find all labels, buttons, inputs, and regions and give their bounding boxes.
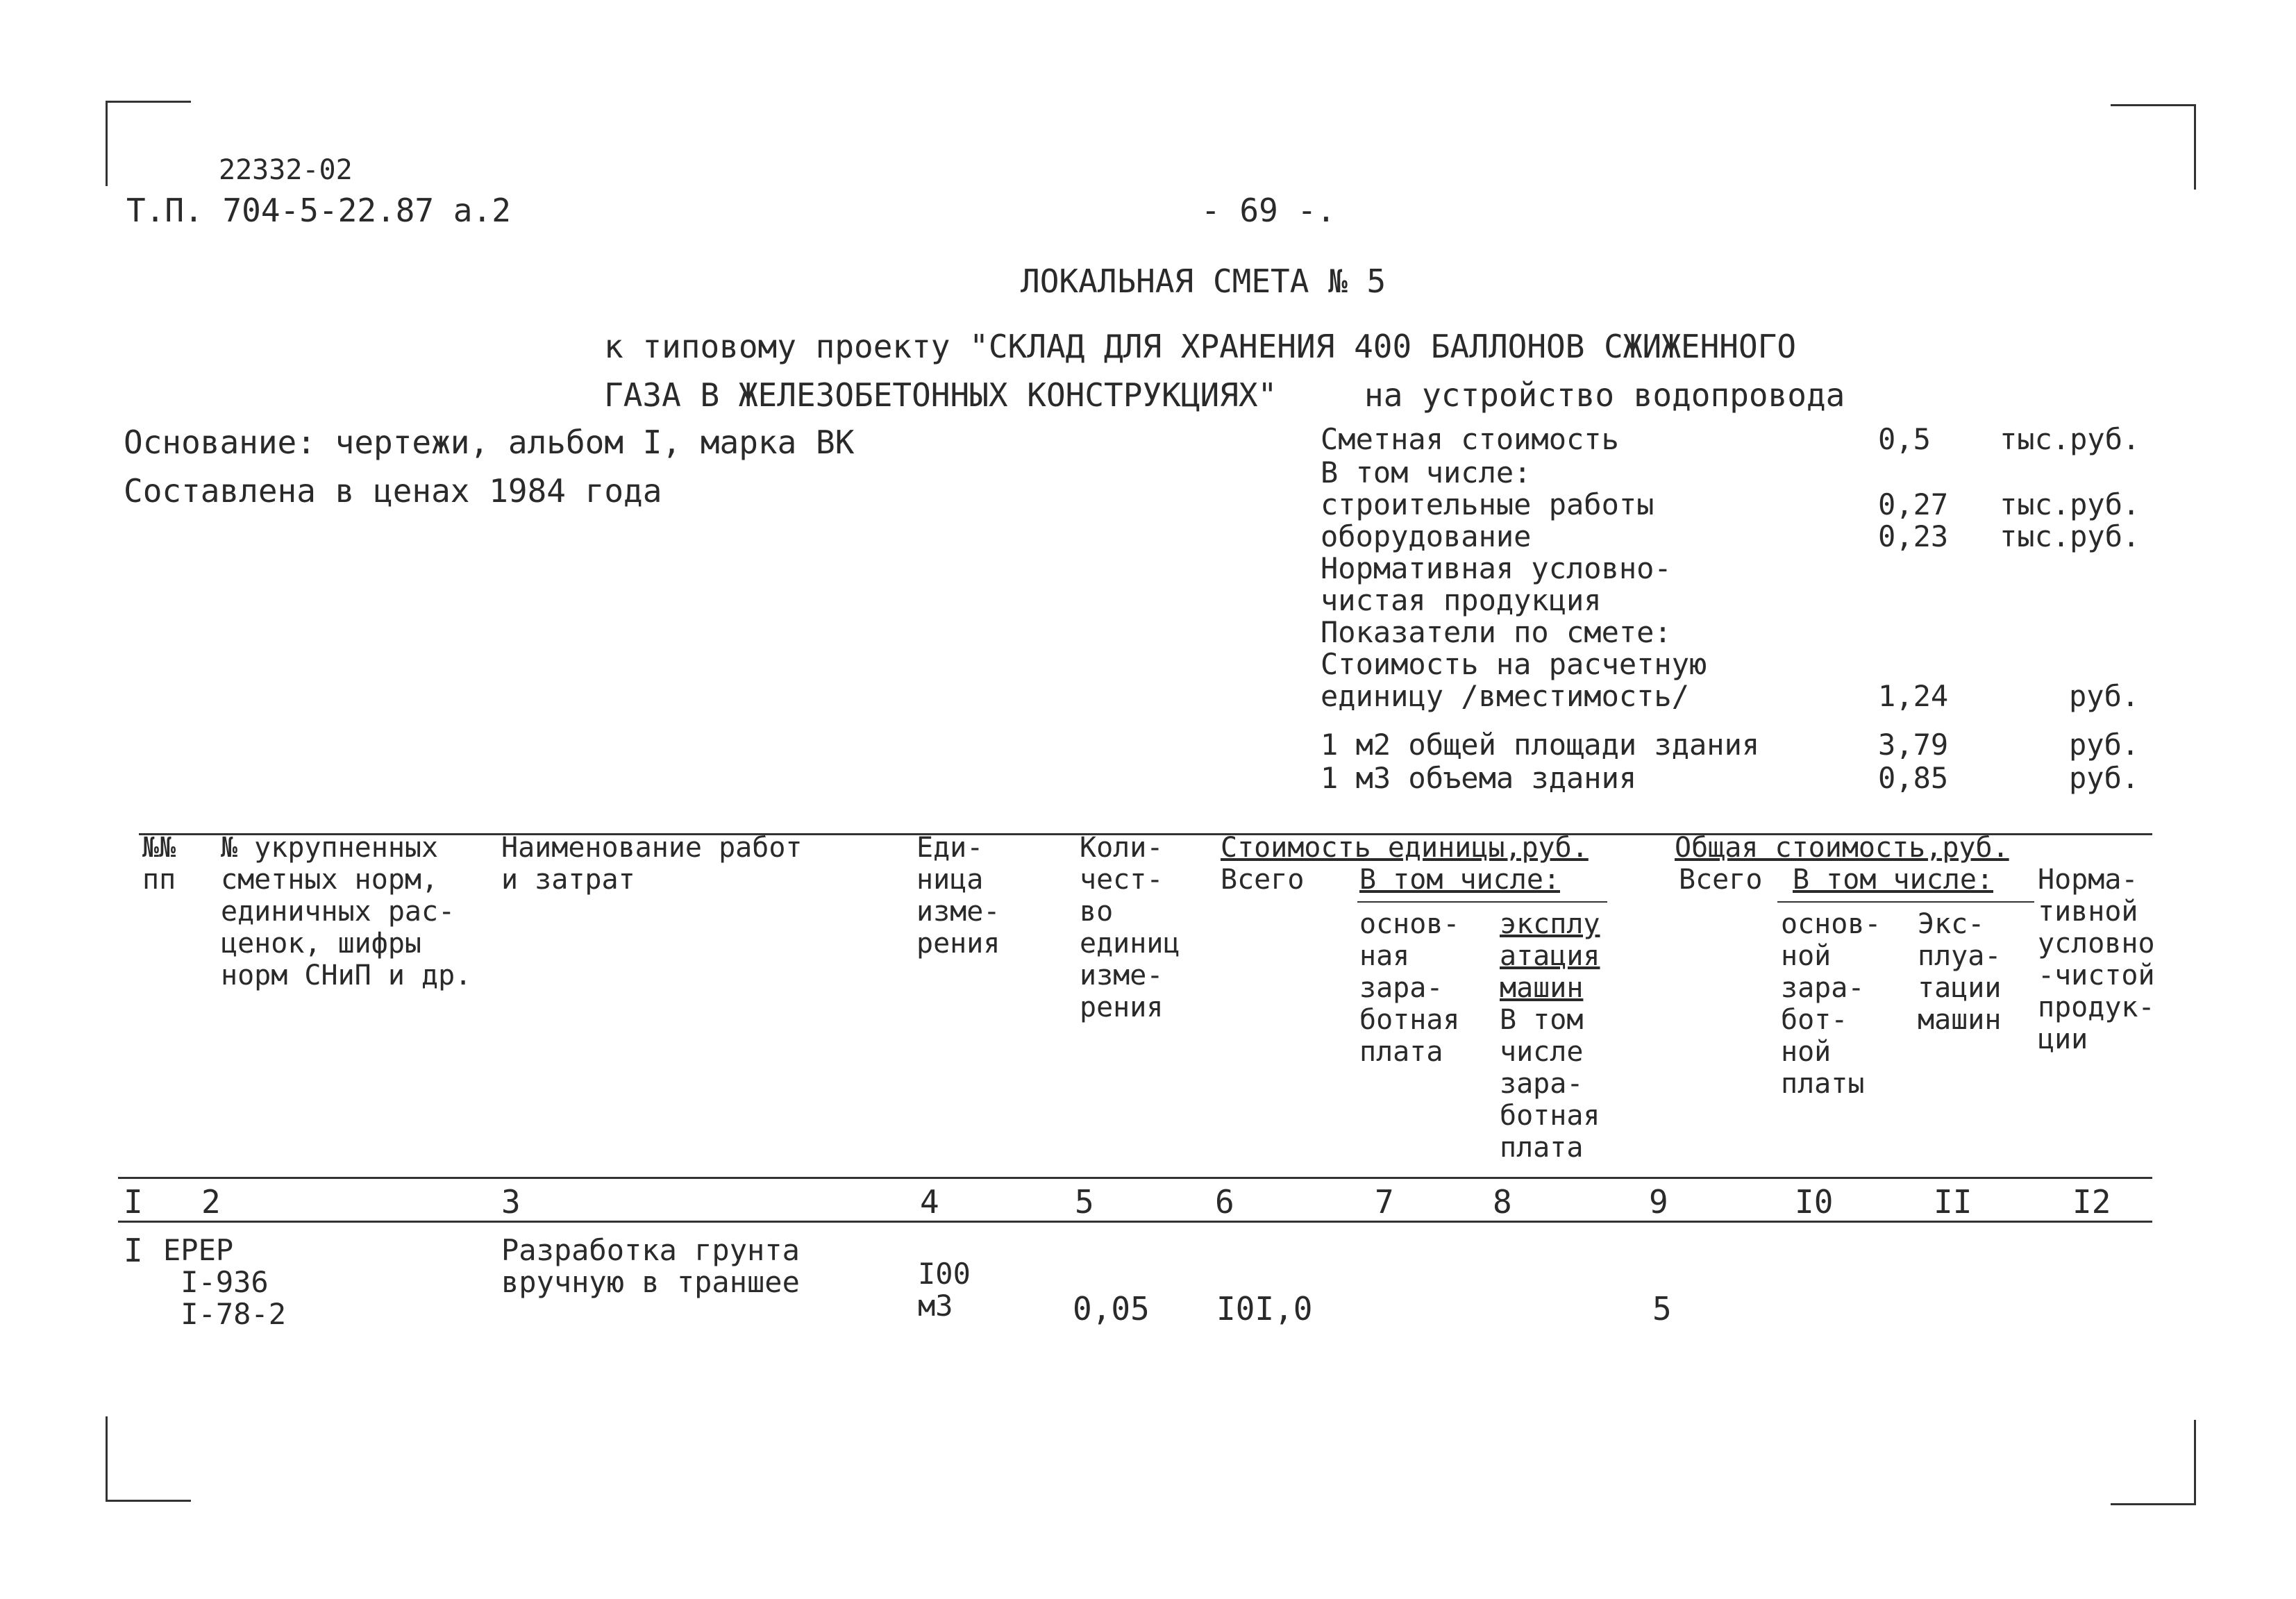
header-norm-code: № укрупненных сметных норм, единичных рас- ценок, шифры норм СНиП и др. (221, 832, 472, 991)
summary-unit: руб. (2069, 679, 2140, 713)
row-unit-total: I0I,0 (1216, 1290, 1313, 1328)
header-total-cost: Общая стоимость,руб. (1675, 832, 2009, 864)
column-number: I2 (2072, 1183, 2111, 1221)
tp-reference: Т.П. 704-5-22.87 а.2 (126, 192, 511, 229)
row-number: I (124, 1232, 143, 1269)
summary-label: оборудование (1321, 519, 1532, 553)
summary-unit: тыс.руб. (2000, 422, 2140, 456)
estimate-title: ЛОКАЛЬНАЯ СМЕТА № 5 (1021, 262, 1386, 300)
header-unit-machine-wage: В том числе зара- ботная плата (1500, 1004, 1600, 1164)
header-unit: Еди- ница изме- рения (916, 832, 1000, 960)
subtitle-line-2b: на устройство водопровода (1364, 376, 1845, 414)
summary-unit: тыс.руб. (2000, 487, 2140, 521)
header-bottom-rule (118, 1177, 2152, 1179)
header-unit-including: В том числе: (1359, 864, 1560, 896)
summary-value: 0,5 (1878, 422, 1931, 456)
summary-unit: руб. (2069, 728, 2140, 762)
header-total-sum: Всего (1679, 864, 1763, 896)
corner-mark-top-right (2111, 104, 2196, 190)
corner-mark-top-left (106, 101, 191, 186)
summary-label: чистая продукция (1321, 583, 1602, 617)
column-number: 7 (1375, 1183, 1394, 1221)
summary-value: 1,24 (1878, 679, 1949, 713)
summary-value: 0,23 (1878, 519, 1949, 553)
header-total-wage: основ- ной зара- бот- ной платы (1781, 908, 1882, 1100)
summary-label: В том числе: (1321, 455, 1532, 489)
subtitle-line-1: к типовому проекту "СКЛАД ДЛЯ ХРАНЕНИЯ 400 БАЛЛОНОВ СЖИЖЕННОГО (604, 328, 1797, 365)
row-unit: I00 м3 (918, 1257, 971, 1323)
summary-value: 0,85 (1878, 761, 1949, 795)
subtitle-line-2: ГАЗА В ЖЕЛЕЗОБЕТОННЫХ КОНСТРУКЦИЯХ" (604, 376, 1277, 414)
column-number: II (1934, 1183, 1972, 1221)
summary-label: единицу /вместимость/ (1321, 679, 1690, 713)
header-sub-rule-1 (1357, 901, 1607, 903)
summary-label: 1 м2 общей площади здания (1321, 728, 1760, 762)
header-unit-wage: основ- ная зара- ботная плата (1359, 908, 1460, 1068)
header-unit-machine: эксплу атация машин (1500, 908, 1600, 1004)
summary-label: строительные работы (1321, 487, 1654, 521)
page-number: - 69 -. (1201, 192, 1336, 229)
header-work-name: Наименование работ и затрат (501, 832, 803, 896)
header-unit-total: Всего (1221, 864, 1305, 896)
summary-label: 1 м3 объема здания (1321, 761, 1637, 795)
summary-unit: тыс.руб. (2000, 519, 2140, 553)
summary-unit: руб. (2069, 761, 2140, 795)
row-work-name: Разработка грунта вручную в траншее (501, 1233, 800, 1299)
column-number: I0 (1795, 1183, 1834, 1221)
column-number: I (124, 1183, 143, 1221)
summary-label: Сметная стоимость (1321, 422, 1619, 456)
column-number: 5 (1075, 1183, 1094, 1221)
document-number: 22332-02 (219, 154, 353, 186)
column-number: 6 (1215, 1183, 1234, 1221)
header-sub-rule-2 (1777, 901, 2034, 903)
basis-drawings: Основание: чертежи, альбом I, марка ВК (124, 424, 855, 461)
summary-value: 3,79 (1878, 728, 1949, 762)
summary-value: 0,27 (1878, 487, 1949, 521)
column-number: 4 (920, 1183, 939, 1221)
corner-mark-bottom-left (106, 1416, 191, 1502)
header-total-machine: Экс- плуа- тации машин (1918, 908, 2002, 1036)
summary-label: Стоимость на расчетную (1321, 647, 1707, 681)
column-number-rule (118, 1221, 2152, 1223)
row-total: 5 (1652, 1290, 1672, 1328)
header-net-product: Норма- тивной условно -чистой продук- ции (2038, 864, 2155, 1055)
summary-label: Нормативная условно- (1321, 551, 1672, 585)
column-number: 8 (1493, 1183, 1512, 1221)
corner-mark-bottom-right (2111, 1420, 2196, 1505)
column-number: 9 (1649, 1183, 1668, 1221)
column-number: 2 (201, 1183, 221, 1221)
row-norm-code: ЕРЕР I-936 I-78-2 (163, 1233, 287, 1331)
row-quantity: 0,05 (1073, 1290, 1150, 1328)
header-total-including: В том числе: (1793, 864, 1993, 896)
header-row-number: №№ пп (142, 832, 176, 896)
basis-prices: Составлена в ценах 1984 года (124, 472, 662, 510)
header-unit-cost: Стоимость единицы,руб. (1221, 832, 1589, 864)
column-number: 3 (501, 1183, 521, 1221)
summary-label: Показатели по смете: (1321, 615, 1672, 649)
header-quantity: Коли- чест- во единиц изме- рения (1080, 832, 1180, 1023)
